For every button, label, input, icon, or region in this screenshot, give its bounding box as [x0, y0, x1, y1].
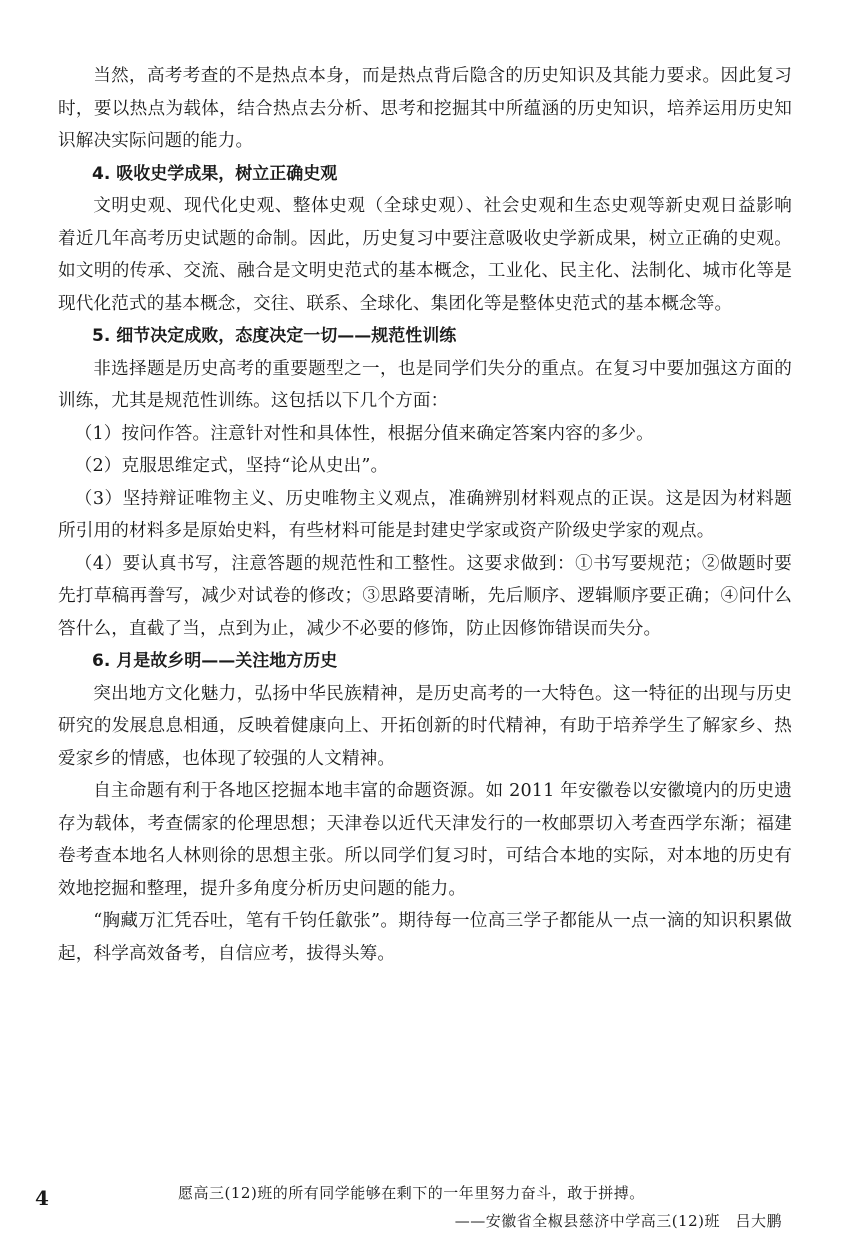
section-5-paragraph: 非选择题是历史高考的重要题型之一，也是同学们失分的重点。在复习中要加强这方面的训练，尤其是规范性训练。这包括以下几个方面：: [58, 358, 792, 411]
document-body: [58, 60, 792, 970]
section-4-heading: 4. 吸收史学成果，树立正确史观: [92, 163, 338, 184]
intro-paragraph: 当然，高考考查的不是热点本身，而是热点背后隐含的历史知识及其能力要求。因此复习时，要以热点为载体，结合热点去分析、思考和挖掘其中所蕴涵的历史知识，培养运用历史知识解决实际问题的能力。: [58, 66, 792, 151]
section-5-heading: 5. 细节决定成败，态度决定一切——规范性训练: [92, 326, 457, 346]
list-item-2: （2）克服思维定式，坚持“论从史出”。: [74, 456, 389, 476]
page-footer: [0, 1178, 850, 1238]
list-item-3: （3）坚持辩证唯物主义、历史唯物主义观点，准确辨别材料观点的正误。这是因为材料题所引用的材料多是原始史料，有些材料可能是封建史学家或资产阶级史学家的观点。: [58, 488, 792, 541]
section-4-paragraph: 文明史观、现代化史观、整体史观（全球史观）、社会史观和生态史观等新史观日益影响着近几年高考历史试题的命制。因此，历史复习中要注意吸收史学新成果，树立正确的史观。如文明的传承、交流、融合是文明史范式的基本概念，工业化、民主化、法制化、城市化等是现代化范式的基本概念，交往、联系、全球化、集团化等是整体史范式的基本概念等。: [58, 196, 792, 314]
page-number: 4: [35, 1186, 49, 1210]
section-6-paragraph-1: 突出地方文化魅力，弘扬中华民族精神，是历史高考的一大特色。这一特征的出现与历史研究的发展息息相通，反映着健康向上、开拓创新的时代精神，有助于培养学生了解家乡、热爱家乡的情感，也体现了较强的人文精神。: [58, 683, 792, 769]
list-item-4: （4）要认真书写，注意答题的规范性和工整性。这要求做到：①书写要规范；②做题时要先打草稿再誊写，减少对试卷的修改；③思路要清晰，先后顺序、逻辑顺序要正确；④问什么答什么，直截了当，点到为止，减少不必要的修饰，防止因修饰错误而失分。: [58, 553, 792, 639]
footer-quote: 愿高三(12)班的所有同学能够在剩下的一年里努力奋斗，敢于拼搏。: [178, 1184, 645, 1202]
footer-signature: ——安徽省全椒县慈济中学高三(12)班 吕大鹏: [454, 1212, 782, 1230]
section-6-heading: 6. 月是故乡明——关注地方历史: [92, 651, 338, 671]
list-item-1: （1）按问作答。注意针对性和具体性，根据分值来确定答案内容的多少。: [74, 423, 654, 444]
section-6-paragraph-2: 自主命题有利于各地区挖掘本地丰富的命题资源。如 2011 年安徽卷以安徽境内的历史遗存为载体，考查儒家的伦理思想；天津卷以近代天津发行的一枚邮票切入考查西学东渐；福建卷考查本地名人林则徐的思想主张。所以同学们复习时，可结合本地的实际，对本地的历史有效地挖掘和整理，提升多角度分析历史问题的能力。: [58, 781, 792, 899]
section-6-paragraph-3: “胸藏万汇凭吞吐，笔有千钧任歙张”。期待每一位高三学子都能从一点一滴的知识积累做起，科学高效备考，自信应考，拔得头筹。: [58, 911, 792, 964]
